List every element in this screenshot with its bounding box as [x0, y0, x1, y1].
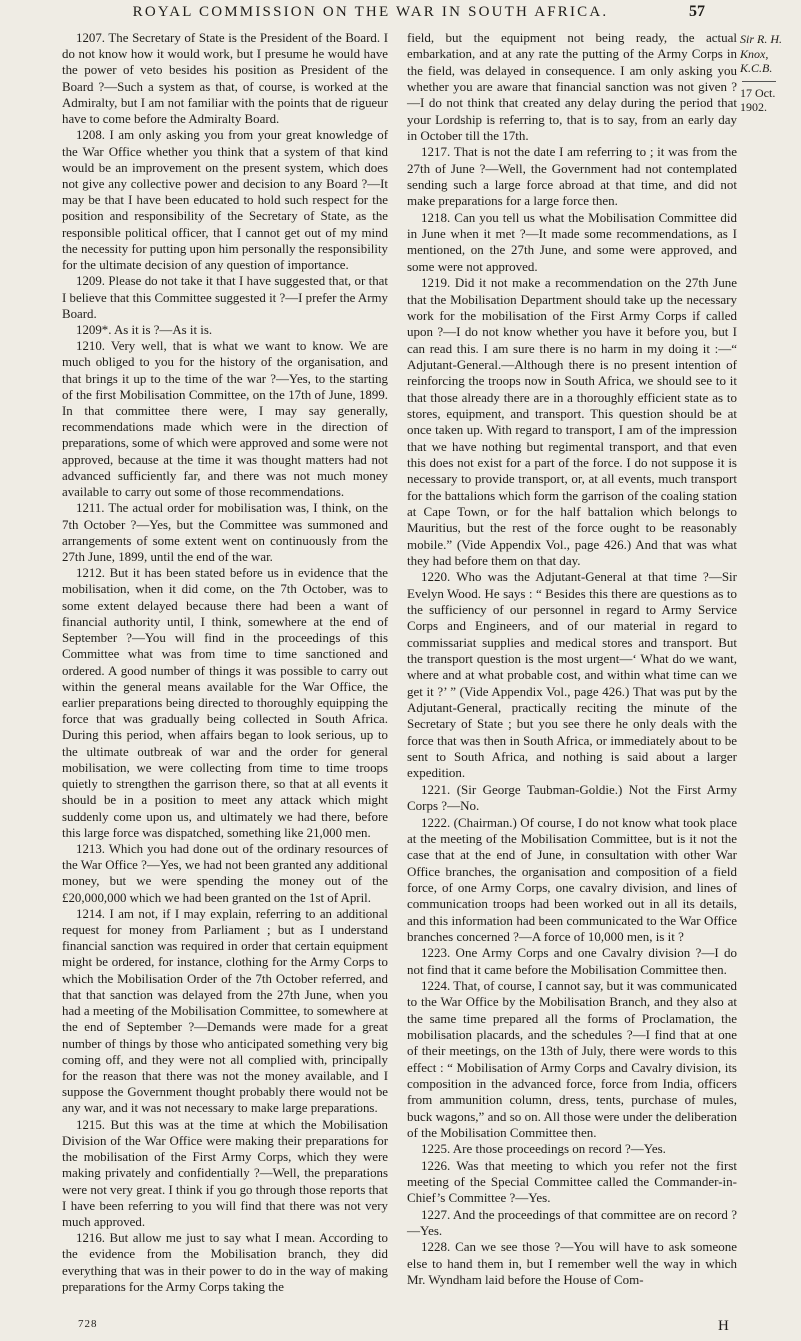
paragraph-1224: 1224. That, of course, I cannot say, but it was communicated to the War Office by the Mobilisation Branch, and they also at the same time prepared all the forms of Proclamation, the mobilisation placards, and the schedules ?—I find that at one of their meetings, on the 13th of July, there were words to this effect : “ Mobilisation of Army Corps and Cavalry division, its composition in the advanced force, force from India, officers from ammunition column, dress, tents, purchase of mules, buck wagons,” and so on. All those were under the deliberation of the Mobilisation Committee then.: [407, 977, 737, 1141]
paragraph-1214: 1214. I am not, if I may explain, referring to an additional request for money from Parliament ; but as I understand financial sanction was required in order that certain equipment might be ordered, for instance, clothing for the Army Corps to which the Mobilisation Order of the 7th October referred, and that that sanction was delayed from the 27th June, when you had a meeting of the Mobilisation Committee, to somewhere at the end of September ?—Demands were made for a great number of things by those who anticipated something very big coming off, and they were not all complied with, principally for the reason that there was not the money available, and I suppose the Government thought probably there would not be any war, and it was not necessary to make large preparations.: [62, 906, 388, 1116]
running-title: ROYAL COMMISSION ON THE WAR IN SOUTH AFRICA.: [132, 4, 609, 20]
page-header: [60, 4, 741, 24]
paragraph-1210: 1210. Very well, that is what we want to know. We are much obliged to you for the history of the organisation, and that brings it up to the time of the war ?—Yes, to the starting of the first Mobilisation Committee, on the 17th of June, 1899. In that committee there were, I may say generally, recommendations made which were in the direction of preparations, some of which were approved and some were not approved, because at the time it was thought matters had not advanced sufficiently far, and there was not much money available to carry out some of those recommendations.: [62, 339, 388, 500]
paragraph-1225: 1225. Are those proceedings on record ?—Yes.: [421, 1141, 666, 1157]
paragraph-1223: 1223. One Army Corps and one Cavalry division ?—I do not find that it came before the Mobilisation Committee then.: [407, 945, 737, 977]
right-column: [407, 30, 737, 1288]
paragraph-1221: 1221. (Sir George Taubman-Goldie.) Not the First Army Corps ?—No.: [407, 781, 737, 814]
paragraph-1222: 1222. (Chairman.) Of course, I do not know what took place at the meeting of the Mobilisation Committee, but is it not the case that at the end of June, in consultation with other War Office branches, the organisation and composition of a field force, of one Army Corps, one cavalry division, and lines of communication troops had been worked out in all its details, and this information had been communicated to the War Office branches concerned ?—A force of 10,000 men, is it ?: [407, 814, 737, 944]
paragraph-1228: 1228. Can we see those ?—You will have to ask someone else to hand them in, but I remember well the way in which Mr. Wyndham laid before the House of Com-: [407, 1239, 737, 1288]
paragraph-1220: 1220. Who was the Adjutant-General at that time ?—Sir Evelyn Wood. He says : “ Besides this there are questions as to the sufficiency of our personnel in regard to Army Service Corps and Engineers, and of our material in regard to commissariat supplies and medical stores and transport. But the transport question is the most urgent—‘ What do we want, where and at what probable cost, and within what time can we get it ?’ ” (Vide Appendix Vol., page 426.) That was put by the Adjutant-General, practically reciting the minute of the Secretary of State ; but you see there he only deals with the force that was then in South Africa, or immediately about to be sent to South Africa, and nothing is said about a larger expedition.: [407, 569, 737, 781]
paragraph-1209a: 1209*. As it is ?—As it is.: [76, 322, 213, 337]
evidence-date: 17 Oct. 1902.: [740, 86, 776, 114]
paragraph-1218: 1218. Can you tell us what the Mobilisation Committee did in June when it met ?—It made some recommendations, as I mentioned, on the 27th June, and some were approved, and some were not approved.: [407, 209, 737, 274]
paragraph-1226: 1226. Was that meeting to which you refer not the first meeting of the Special Committee called the Commander-in-Chief’s Committee ?—Yes.: [407, 1157, 737, 1206]
paragraph-1211: 1211. The actual order for mobilisation was, I think, on the 7th October ?—Yes, but the Committee was summoned and arrangements of some extent went on continuously from the 27th June, 1899, until the end of the war.: [62, 501, 388, 564]
paragraph-1213: 1213. Which you had done out of the ordinary resources of the War Office ?—Yes, we had not been granted any additional money, but we were spending the money out of the £20,000,000 which we had been granted on the 1st of April.: [62, 841, 388, 905]
paragraph-1208: 1208. I am only asking you from your great knowledge of the War Office whether you think that a system of that kind would be an improvement on the present system, which does not give any collective power and decision to any Board ?—It may be that I have been educated to hold such respect for the position and responsibility of the Secretary of State, as the responsible political officer, that I cannot get out of my mind the necessity for putting upon him personally the responsibility for the ultimate decision of any question of importance.: [62, 128, 388, 273]
margin-divider: [742, 81, 776, 82]
paragraph-1216: 1216. But allow me just to say what I mean. According to the evidence from the Mobilisation branch, they did everything that was in their power to do in the way of making preparations for the Army Corps taking the: [62, 1231, 388, 1294]
page-number: 57: [689, 3, 705, 20]
paragraph-1217: 1217. That is not the date I am referring to ; it was from the 27th of June ?—Well, the Government had not contemplated sending such a large force abroad at that time, and did not make preparations for a large force then.: [407, 144, 737, 209]
paragraph-1227: 1227. And the proceedings of that committee are on record ?—Yes.: [407, 1206, 737, 1239]
paragraph-1219: 1219. Did it not make a recommendation on the 27th June that the Mobilisation Department should take up the necessary work for the mobilisation of the First Army Corps if called upon ?—I do not know whether you have it before you, but I can read this. I am sure there is no harm in my doing it :—“ Adjutant-General.—Although there is no present intention of reinforcing the troops now in South Africa, we should see to it that those already there are in a thoroughly efficient state as to stores, equipment, and transport. This question should be at once taken up. With regard to transport, I am of the impression that we have nothing but regimental transport, and that even this does not exist for a part of the force. I do not suppose it is necessary to provide transport, or, at all events, much transport for the battalions which form the garrison of the coaling station at Cape Town, or for the half battalion which belongs to Mauritius, but the rest of the force ought to be reasonably mobile.” (Vide Appendix Vol., page 426.) And that was what they had before them on that day.: [407, 275, 737, 568]
footer-print-code: 728: [78, 1318, 98, 1330]
witness-name: Sir R. H.: [740, 32, 782, 46]
paragraph-1215: 1215. But this was at the time at which the Mobilisation Division of the War Office were making their preparations for the mobilisation of the First Army Corps, which they were making privately and confidentially ?—Well, the preparations were not very great. I think if you go through those reports that I have been referring to you will find that there was not very much approved.: [62, 1117, 388, 1229]
paragraph-1209: 1209. Please do not take it that I have suggested that, or that I believe that this Committee suggested it ?—I prefer the Army Board.: [62, 274, 388, 321]
paragraph-1212: 1212. But it has been stated before us in evidence that the mobilisation, when it did come, on the 7th October, was to some extent delayed because there had been a want of financial authority until, I think, somewhere at the end of September ?—You will find in the proceedings of this Committee what was from time to time sanctioned and ordered. A good number of things it was possible to carry out within the general means available for the War Office, the earlier preparations being directed to thoroughly equipping the force that was gradually being collected in South Africa. During this period, when affairs began to look serious, up to the ultimate outbreak of war and the order for general mobilisation, we were collecting from time to time troops quietly to strengthen the garrison there, so that at all events it should be in a position to meet any attack which might suddenly come upon us, and ultimately we had there, before this large force was dispatched, something like 21,000 men.: [62, 566, 388, 840]
paragraph-1216-cont: field, but the equipment not being ready, the actual embarkation, and at any rate the putting of the Army Corps in the field, was delayed in consequence. I am only asking you whether you are aware that financial sanction was not given ?—I do not think that created any delay during the period that your Lordship is referring to, that is to say, from an early day in October till the 17th.: [407, 30, 737, 144]
witness-title: Knox, K.C.B.: [740, 47, 773, 75]
left-column: [62, 30, 388, 1295]
margin-note: [740, 32, 801, 114]
paragraph-1207: 1207. The Secretary of State is the President of the Board. I do not know how it would work, but I presume he would have the power of veto besides his position as President of the Board ?—Such a system as that, of course, is worked at the Admiralty, but I am not familiar with the points that de rigueur have to come before the Admiralty Board.: [62, 31, 388, 127]
footer-signature-mark: H: [718, 1318, 729, 1334]
